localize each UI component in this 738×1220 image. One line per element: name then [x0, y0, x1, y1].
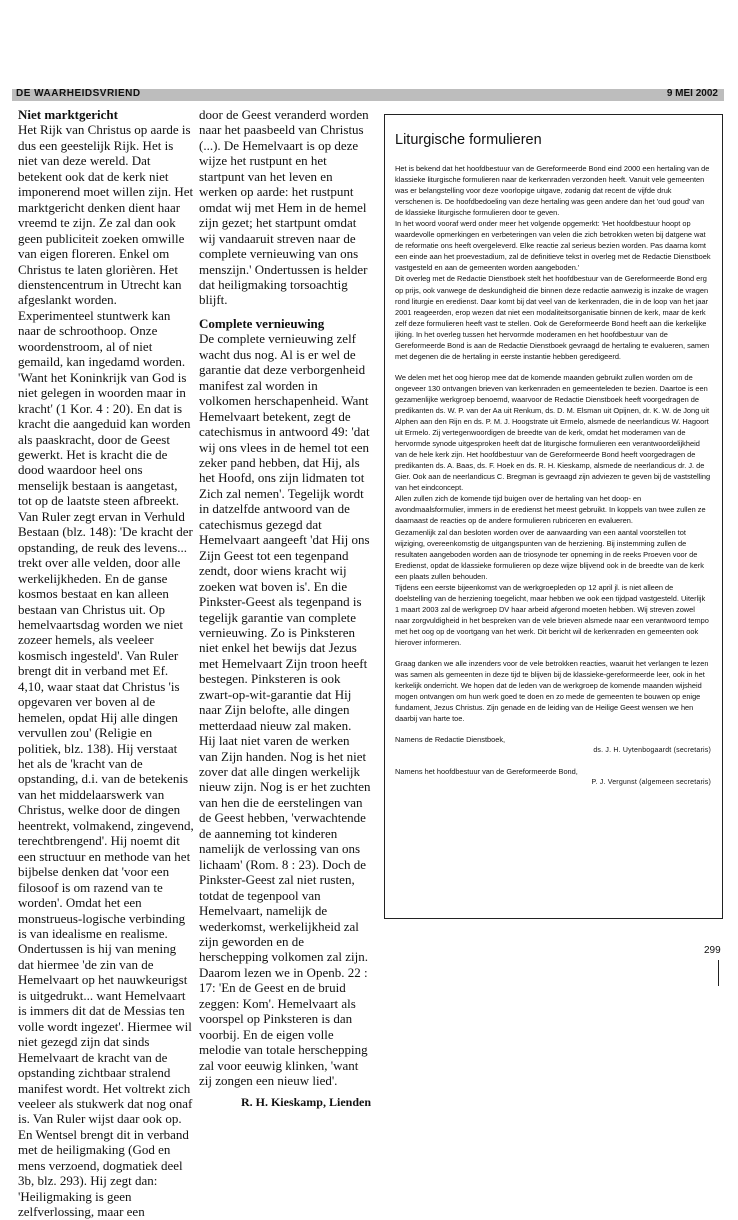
- box-paragraph: Tijdens een eerste bijeenkomst van de werkgroepleden op 12 april jl. is niet alleen de doelstelling van de herziening toegelicht, maar hebben we ook een tijdpad vastgesteld. Uiterlijk 1 maart 2003 zal de werkgroep DV haar arbeid afgerond moeten hebben. Wij streven zowel naar zorgvuldigheid in het bespreken van de vele brieven alsmede naar een verantwoord tempo met het oog op de voortgang van het werk. Dit bericht wil de kerkenraden en gemeenten ook hierover informeren.: [395, 582, 709, 647]
- article-body-col2-p1: door de Geest veranderd worden naar het paasbeeld van Christus (...). De Hemelvaart is op deze wijze het rustpunt en het startpunt van het leven en werken op aarde: het rustpunt omdat wij met Hem in de hemel zijn gezet; het startpunt omdat wij vandaaruit streven naar de complete vernieuwing van ons menszijn.' Ondertussen is helder dat heiligmaking torsoachtig blijft.: [199, 107, 369, 308]
- box-paragraph: Gezamenlijk zal dan besloten worden over de aanvaarding van een aantal voorstellen tot wijziging, overeenkomstig de uitgangspunten van de herziening. Bij instemming zullen de resultaten aangeboden worden aan de triosynode ter opneming in de reeks Proeven voor de Eredienst, opdat de klassieke formulieren op deze wijze blijvend ook in de breedte van de kerk een plaats zullen behouden.: [395, 527, 704, 581]
- liturgy-box: [384, 114, 723, 919]
- box-paragraph: Het is bekend dat het hoofdbestuur van de Gereformeerde Bond eind 2000 een hertaling van de klassieke liturgische formulieren naar de kerkenraden verzonden heeft. Vanuit vele gemeenten was er belangstelling voor deze voorlopige uitgave, zodanig dat recent de vijfde druk verschenen is. De hoofdbedoeling van deze hertaling was geen andere dan het 'oud goud' van de klassieke liturgische formulieren door te geven.: [395, 164, 710, 218]
- section-heading-niet-marktgericht: Niet marktgericht: [18, 107, 118, 122]
- crop-mark: [718, 960, 719, 986]
- box-paragraph: Graag danken we alle inzenders voor de vele betrokken reacties, waaruit het verlangen te lezen was samen als gemeenten in deze tijd te blijven bij de klassieke-gereformeerde leer, ook in het kerkelijk onderricht. We hopen dat de leden van de werkgroep de komende maanden wijsheid mogen ontvangen om hun werk goed te doen en zo mede de gemeenten te bouwen op enige fundament, Jezus Christus. Zijn genade en de leiding van de Heilige Geest wensen we hen daarbij van harte toe.: [395, 659, 709, 724]
- article-body-col2-p2: De complete vernieuwing zelf wacht dus nog. Al is er wel de garantie dat deze verborgenheid manifest zal worden in volkomen herschapenheid. Want Hemelvaart betekent, zegt de catechismus in antwoord 49: 'dat wij ons vlees in de hemel tot een zeker pand hebben, dat Hij, als het Hoofd, ons zijn lidmaten tot Zich zal nemen'. Tegelijk wordt in datzelfde antwoord van de catechismus gezegd dat Hemelvaart aangeeft 'dat Hij ons Zijn Geest tot een tegenpand zendt, door wiens kracht wij zoeken wat boven is'. En die Pinkster-Geest als tegenpand is tegelijk garantie van complete vernieuwing. Zo is Pinksteren niet enkel het bewijs dat Jezus met Hemelvaart Zijn troon heeft bestegen. Pinksteren is ook zwart-op-wit-garantie dat Hij naar Zijn belofte, alle dingen metterdaad nieuw zal maken. Hij laat niet varen de werken van Zijn handen. Nog is het niet zover dat alle dingen werkelijk nieuw zijn. Nog is er het zuchten van hen die de eerstelingen van de Geest hebben, 'verwachtende de aanneming tot kinderen namelijk de verlossing van ons lichaam' (Rom. 8 : 23). Doch de Pinkster-Geest zal niet rusten, totdat de tegenpool van Hemelvaart, namelijk de wederkomst, werkelijkheid zal zijn geworden en de herschepping volkomen zal zijn. Daarom lezen we in Openb. 22 : 17: 'En de Geest en de bruid zeggen: Kom'. Hemelvaart als voorspel op Pinksteren is dan voorbij. En de eigen volle melodie van totale herschepping zal voor eeuwig klinken, 'want zij zongen een nieuw lied'.: [199, 331, 371, 1089]
- page-header: [12, 89, 724, 101]
- box-title: Liturgische formulieren: [395, 132, 542, 148]
- box-paragraph: In het woord vooraf werd onder meer het volgende opgemerkt: 'Het hoofdbestuur hoopt op waardevolle opmerkingen en verbeteringen van velen die zich betrokken weten bij datgene wat de reformatie ons heeft overgeleverd. Elke reactie zal serieus bezien worden. Pas daarna komt een einde aan het proevestadium, zal de definitieve tekst in overleg met de Redactie Dienstboek vastgesteld en aan de gemeenten worden aangeboden.': [395, 219, 711, 273]
- signature-name: P. J. Vergunst (algemeen secretaris): [591, 779, 711, 787]
- box-paragraph: Allen zullen zich de komende tijd buigen over de hertaling van het doop- en avondmaalsformulier, immers in de eredienst het meest gebruikt. In koppels van twee zullen ze daarnaast de reacties op de andere formulieren rubriceren en evalueren.: [395, 494, 706, 526]
- article-author: R. H. Kieskamp, Lienden: [240, 1094, 371, 1109]
- signature-intro: Namens het hoofdbestuur van de Gereformeerde Bond,: [395, 767, 578, 777]
- signature-name: ds. J. H. Uytenbogaardt (secretaris): [593, 747, 711, 755]
- page-number: 299: [704, 945, 721, 956]
- box-paragraph: We delen met het oog hierop mee dat de komende maanden gebruikt zullen worden om de ongeveer 130 ontvangen brieven van kerkenraden en gemeenteleden te bezien. Daartoe is een gezamenlijke werkgroep benoemd, waarvoor de Redactie Dienstboek heeft voorgedragen de predikanten ds. W. P. van der Aa uit Renkum, ds. D. M. Elsman uit Opijnen, dr. K. W. de Jong uit Alphen aan den Rijn en ds. P. M. J. Hoogstrate uit Ermelo, alsmede de neerlandicus W. Hagoort uit Ermelo. Zij vertegenwoordigen de breedte van de kerk, omdat het moderamen van de hervormde synode uitgesproken heeft dat de liturgische formulieren een verantwoordelijkheid van de hele kerk zijn. Het hoofdbestuur van de Gereformeerde Bond heeft voorgedragen de predikanten ds. A. Baas, ds. F. Hoek en ds. R. H. Kieskamp, alsmede de neerlandicus dr. J. de Gier. Ook aan de neerlandicus C. Bregman is gevraagd zijn adviezen te geven bij de vaststelling van het eindconcept.: [395, 372, 711, 493]
- article-column-1: [18, 107, 194, 1220]
- box-paragraph: Dit overleg met de Redactie Dienstboek stelt het hoofdbestuur van de Gereformeerde Bond erg op prijs, ook vanwege de deskundigheid die binnen deze redactie aanwezig is inzake de vragen rond liturgie en eredienst. Daar komt bij dat veel van de kerkenraden, die in de loop van het jaar 2001 reageerden, erop wezen dat niet een modaliteitsorganisatie binnen de kerk, maar de kerk zelf deze formulieren heeft vast te stellen. Ook de Gereformeerde Bond heeft aan die kerkelijke ijking. In het overleg tussen het hervormde moderamen en het hoofdbestuur van de Gereformeerde Bond is aan de Redactie Dienstboek gevraagd de hertaling te evalueren, samen met degenen die de hertaling in eerste instantie hebben geredigeerd.: [395, 274, 710, 361]
- masthead: DE WAARHEIDSVRIEND: [16, 88, 141, 99]
- article-column-2: [199, 107, 371, 1110]
- article-body-col1: Het Rijk van Christus op aarde is dus een geestelijk Rijk. Het is niet van deze wereld. Dat betekent ook dat de kerk niet imponerend moet willen zijn. Het marktgericht denken dient haar vreemd te zijn. Ze zal dan ook geen publiciteit zoeken omwille van eigen floreren. Enkel om Christus te laten glorièren. Het dienstencentrum in Utrecht kan afgeslankt worden. Experimenteel stuntwerk kan naar de schroothoop. Onze woordenstroom, al of niet gemaild, kan ingedamd worden. 'Want het Koninkrijk van God is niet gelegen in woorden maar in kracht' (1 Kor. 4 : 20). En dat is kracht die aangeduid kan worden als paaskracht, door de Geest gewerkt. Het is kracht die de dood waardoor heel ons menselijk bestaan is aangetast, tot op de laatste steen afbreekt. Van Ruler zegt ervan in Verhuld Bestaan (blz. 148): 'De kracht der opstanding, de reuk des levens... trekt over alle velden, door alle werkelijkheden. En de ganse kosmos bestaat en kan alleen bestaan van Christus uit. Op hemelvaartsdag worden we niet zozeer hemels, als veeleer kosmisch ingesteld'. Van Ruler brengt dit in verband met Ef. 4,10, waar staat dat Christus 'is opgevaren ver boven al de hemelen, opdat Hij alle dingen vervullen zou' (Religie en politiek, blz. 138). Hij verstaat het als de 'kracht van de opstanding, d.i. van de betekenis van het middelaarswerk van Christus, welke door de dingen heentrekt, volmakend, zingevend, terechtbrengend'. Hij noemt dit een structuur en methode van het bijbelse denken dat 'voor een filosoof is om razend van te worden'. Omdat het een monstrueus-logische verbinding is van idealisme en realisme. Ondertussen is hij van mening dat hiermee 'de zin van de Hemelvaart op het nauwkeurigst is uitgedrukt... want Hemelvaart is immers dit dat de Messias ten volle wordt ingezet'. Hiermee wil niet gezegd zijn dat sinds Hemelvaart de kracht van de opstanding zichtbaar stralend manifest wordt. Het voltrekt zich veeleer als stukwerk dat nog onaf is. Van Ruler wijst daar ook op. En Wentsel brengt dit in verband met de heiligmaking (God en mens verzoend, dogmatiek deel 3b, blz. 293). Hij zegt dan: 'Heiligmaking is geen zelfverlossing, maar een: [18, 122, 194, 1220]
- section-heading-complete-vernieuwing: Complete vernieuwing: [199, 315, 325, 331]
- issue-date: 9 MEI 2002: [666, 88, 718, 99]
- signature-intro: Namens de Redactie Dienstboek,: [395, 735, 506, 745]
